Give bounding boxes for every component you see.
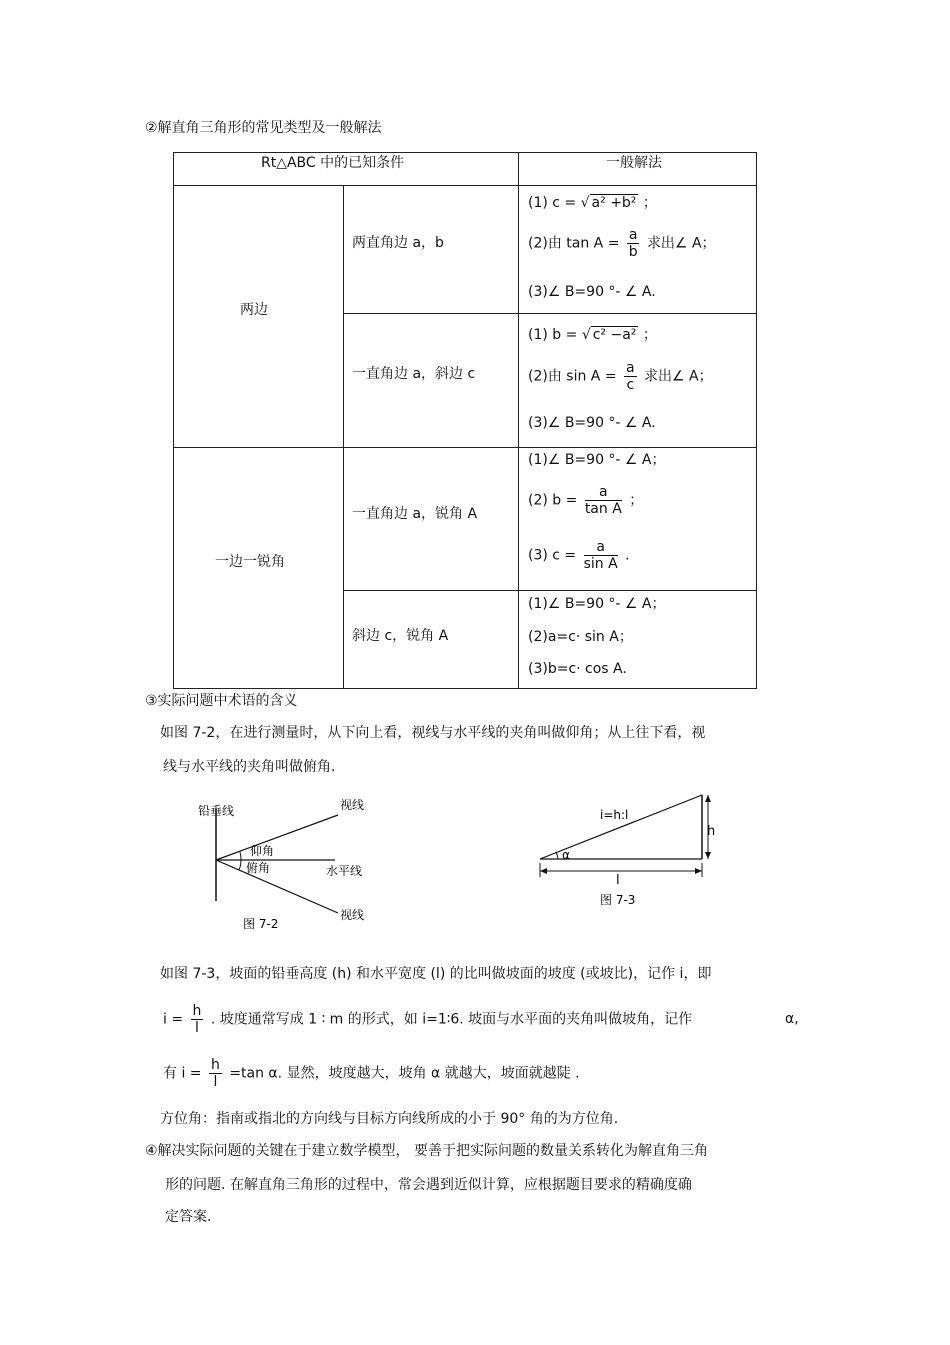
sol-1-step-2-post: 求出∠ A； [646, 235, 716, 252]
header-conditions: Rt△ABC 中的已知条件 [261, 155, 405, 171]
sight-up-label: 视线 [340, 798, 365, 812]
slope-ratio-label: i=h:l [600, 808, 629, 822]
header-methods: 一般解法 [606, 155, 662, 171]
fraction [584, 539, 618, 572]
paragraph-2-alpha: α, [785, 1011, 799, 1027]
denominator: c [626, 377, 635, 393]
fraction [191, 1003, 204, 1036]
cond-hypotenuse-angle: 斜边 c，锐角 A [352, 628, 449, 644]
sol-3-step-2 [528, 484, 643, 517]
section-2-title: ②解直角三角形的常见类型及一般解法 [145, 120, 382, 136]
paragraph-3: 方位角：指南或指北的方向线与目标方向线所成的小于 90° 角的为方位角. [160, 1111, 619, 1127]
numerator: h [192, 1003, 202, 1019]
cond-leg-hypotenuse: 一直角边 a，斜边 c [352, 366, 476, 382]
fraction [624, 360, 637, 393]
sol-4-step-1: (1)∠ B=90 °- ∠ A； [528, 596, 666, 612]
figure-7-2 [190, 795, 390, 940]
sol-1-step-2-pre: (2)由 tan A = [528, 235, 620, 252]
sol-1-step-1-post: ； [642, 195, 657, 211]
fraction [209, 1057, 222, 1090]
sol-2-step-1-post: ； [642, 327, 657, 343]
numerator: h [210, 1057, 220, 1073]
sol-3-step-3-post: . [625, 547, 630, 564]
p2l2-post: . 坡度通常写成 1 ∶ m 的形式，如 i=1∶6. 坡面与水平面的夹角叫做坡角，记作 [210, 1011, 693, 1028]
figure-7-3 [530, 785, 730, 915]
figure-7-3-caption: 图 7-3 [600, 893, 636, 907]
sol-1-step-1-pre: (1) c = [528, 195, 577, 211]
cond-two-legs: 两直角边 a，b [352, 235, 444, 251]
numerator: a [628, 227, 638, 243]
depression-angle-label: 俯角 [246, 861, 271, 875]
paragraph-2-line-3 [163, 1057, 580, 1090]
sol-3-step-2-post: ； [629, 492, 644, 509]
fraction [585, 484, 622, 517]
section-4-line-2: 形的问题. 在解直角三角形的过程中，常会遇到近似计算，应根据题目要求的精确度确 [165, 1177, 692, 1193]
sol-3-step-3-pre: (3) c = [528, 547, 577, 564]
elevation-angle-label: 仰角 [250, 844, 275, 858]
paragraph-2-line-1: 如图 7-3，坡面的铅垂高度 (h) 和水平宽度 (l) 的比叫做坡面的坡度 (或坡比)，记作 i，即 [160, 966, 712, 982]
sol-4-step-2: (2)a=c· sin A； [528, 629, 633, 645]
p2l3-post: =tan α. 显然，坡度越大，坡角 α 就越大，坡面就越陡 . [229, 1065, 580, 1082]
sol-1-step-3: (3)∠ B=90 °- ∠ A. [528, 284, 656, 300]
sol-4-step-3: (3)b=c· cos A. [528, 661, 627, 677]
solution-table [173, 152, 757, 689]
sol-3-step-2-pre: (2) b = [528, 492, 578, 509]
sol-2-step-1-expr: c² −a² [592, 327, 637, 343]
sol-2-step-2-post: 求出∠ A； [644, 368, 713, 385]
sol-2-step-1-pre: (1) b = [528, 327, 578, 343]
sight-down-label: 视线 [340, 908, 365, 922]
fraction [627, 227, 640, 260]
denominator: tan A [584, 501, 622, 517]
p2l3-pre: 有 i = [163, 1065, 202, 1082]
p2l2-pre: i = [163, 1011, 184, 1028]
alpha-label: α [562, 848, 570, 862]
group-side-angle: 一边一锐角 [215, 554, 285, 570]
paragraph-1-line-2: 线与水平线的夹角叫做俯角. [163, 759, 336, 775]
sol-2-step-2-pre: (2)由 sin A = [528, 368, 617, 385]
section-4-line-3: 定答案. [165, 1209, 212, 1225]
sqrt-icon: √ [580, 195, 590, 211]
horizontal-line-label: 水平线 [326, 864, 363, 878]
paragraph-2-line-2 [163, 1003, 692, 1036]
sol-2-step-3: (3)∠ B=90 °- ∠ A. [528, 415, 656, 431]
numerator: a [626, 360, 635, 376]
sol-1-step-2 [528, 227, 716, 260]
group-two-sides: 两边 [240, 302, 268, 318]
sol-2-step-1 [528, 326, 657, 344]
denominator: l [195, 1020, 199, 1036]
sol-1-step-1-expr: a² +b² [591, 195, 637, 211]
height-label: h [707, 824, 716, 839]
sqrt-icon: √ [581, 327, 591, 343]
sol-3-step-3 [528, 539, 630, 572]
numerator: a [585, 484, 622, 501]
denominator: b [628, 244, 638, 260]
sol-3-step-1: (1)∠ B=90 °- ∠ A； [528, 452, 666, 468]
denominator: sin A [583, 556, 618, 572]
paragraph-1-line-1: 如图 7-2，在进行测量时，从下向上看，视线与水平线的夹角叫做仰角；从上往下看，视 [160, 725, 706, 741]
plumb-line-label: 铅垂线 [198, 804, 235, 818]
numerator: a [584, 539, 618, 556]
section-4-line-1: ④解决实际问题的关键在于建立数学模型， 要善于把实际问题的数量关系转化为解直角三角 [145, 1143, 708, 1159]
sol-2-step-2 [528, 360, 713, 393]
cond-leg-angle: 一直角边 a，锐角 A [352, 506, 478, 522]
denominator: l [213, 1074, 218, 1090]
sol-1-step-1 [528, 194, 657, 212]
section-3-title: ③实际问题中术语的含义 [145, 693, 298, 709]
length-label: l [616, 873, 620, 888]
figure-7-2-caption: 图 7-2 [243, 917, 279, 931]
